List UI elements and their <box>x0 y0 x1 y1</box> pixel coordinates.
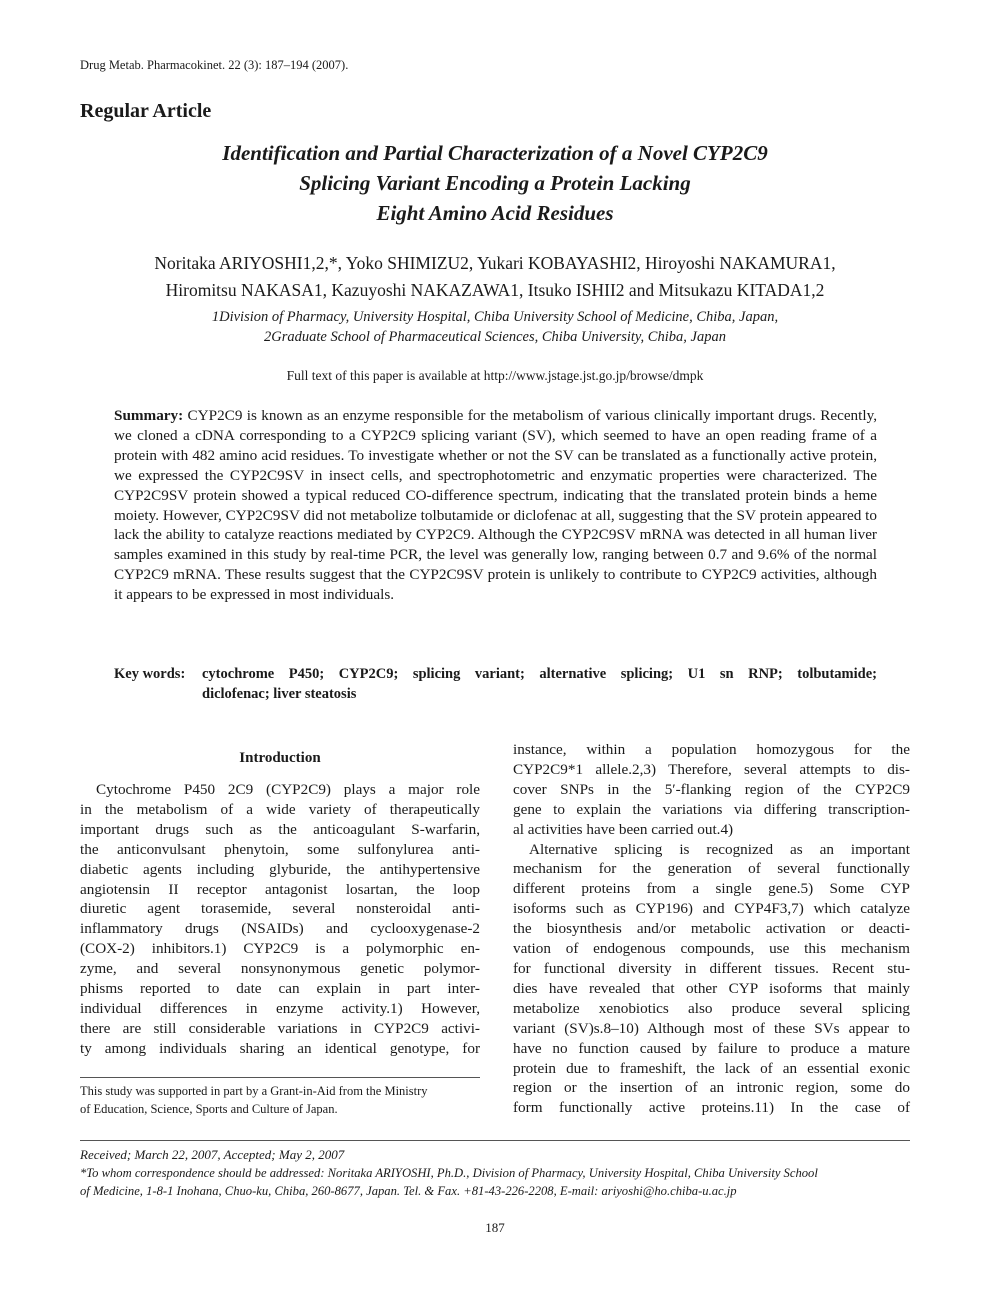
text-line: diuretic agent torasemide, several nonsteroidal anti- <box>80 900 480 918</box>
text-line: variant (SV)s.8–10) Although most of these SVs appear to <box>513 1019 910 1037</box>
keywords-line-2: diclofenac; liver steatosis <box>202 686 357 702</box>
text-line: form functionally active proteins.11) In the case of <box>513 1099 910 1117</box>
page-number: 187 <box>485 1220 505 1235</box>
journal-citation: Drug Metab. Pharmacokinet. 22 (3): 187–194 (2007). <box>80 58 349 72</box>
text-line: Alternative splicing is recognized as an important <box>529 840 910 858</box>
footnote-line-1: This study was supported in part by a Grant-in-Aid from the Ministry <box>80 1084 428 1098</box>
summary-text: CYP2C9 is known as an enzyme responsible for the metabolism of various clinically important drugs. Recently, we cloned a cDNA corresponding to a CYP2C9 splicing variant (SV), which seemed to have an open reading frame of a protein with 482 amino acid residues. To investigate whether or not the SV can be translated as a functionally active protein, we expressed the CYP2C9SV in insect cells, and spectrophotometric and enzymatic properties were characterized. The CYP2C9SV protein showed a typical reduced CO-difference spectrum, indicating that the translated protein binds a heme moiety. However, CYP2C9SV did not metabolize tolbutamide or diclofenac at all, suggesting that the SV protein appeared to lack the ability to catalyze reactions mediated by CYP2C9. Although the CYP2C9SV mRNA was detected in all human liver samples examined in this study by real-time PCR, the level was generally low, ranging between 0.7 and 9.6% of the normal CYP2C9 mRNA. These results suggest that the CYP2C9SV protein is unlikely to contribute to CYP2C9 activities, although it appears to be expressed in most individuals. <box>114 407 877 604</box>
text-line: ty among individuals sharing an identical genotype, for <box>80 1039 480 1057</box>
authors-line-2: Hiromitsu NAKASA1, Kazuyoshi NAKAZAWA1, Itsuko ISHII2 and Mitsukazu KITADA1,2 <box>165 280 825 300</box>
text-line: the biosynthesis and/or metabolic activation or deacti- <box>513 920 910 938</box>
text-line: different proteins from a single gene.5) Some CYP <box>513 880 910 898</box>
text-line: have no function caused by failure to produce a mature <box>513 1039 910 1057</box>
text-line: (COX-2) inhibitors.1) CYP2C9 is a polymorphic en- <box>80 940 480 958</box>
introduction-right-column <box>513 740 910 1118</box>
affiliation-line-2: 2Graduate School of Pharmaceutical Sciences, Chiba University, Chiba, Japan <box>264 329 726 345</box>
text-line: important drugs such as the anticoagulant S-warfarin, <box>80 820 480 838</box>
article-title-line-2: Splicing Variant Encoding a Protein Lacking <box>299 171 691 195</box>
text-line: individual differences in enzyme activity.1) However, <box>80 999 480 1017</box>
text-line: the anticonvulsant phenytoin, some sulfonylurea anti- <box>80 840 480 858</box>
text-line: Cytochrome P450 2C9 (CYP2C9) plays a major role <box>96 781 480 798</box>
text-line: isoforms such as CYP196) and CYP4F3,7) which catalyze <box>513 900 910 918</box>
article-title-line-3: Eight Amino Acid Residues <box>376 201 614 225</box>
text-line: phisms reported to date can explain in part inter- <box>80 980 480 998</box>
text-line: there are still considerable variations in CYP2C9 activi- <box>80 1019 480 1037</box>
page-footer-divider <box>80 1140 910 1141</box>
text-line: zyme, and several nonsynonymous genetic polymor- <box>80 960 480 978</box>
text-line: gene to explain the variations via differing transcription- <box>513 800 910 818</box>
text-line: al activities have been carried out.4) <box>513 820 734 838</box>
received-dates: Received; March 22, 2007, Accepted; May 2, 2007 <box>80 1147 345 1162</box>
keywords-label: Key words: <box>114 666 186 682</box>
text-line: diabetic agents including glyburide, the antihypertensive <box>80 860 480 878</box>
text-line: angiotensin II receptor antagonist losartan, the loop <box>80 880 480 898</box>
full-text-note: Full text of this paper is available at http://www.jstage.jst.go.jp/browse/dmpk <box>286 368 704 383</box>
text-line: mechanism for the generation of several functionally <box>513 860 910 878</box>
summary-paragraph <box>114 406 877 605</box>
introduction-left-column <box>80 780 480 1059</box>
text-line: dies have revealed that other CYP isoforms that mainly <box>513 979 910 997</box>
text-line: region or the insertion of an intronic region, some do <box>513 1079 910 1097</box>
article-type: Regular Article <box>80 100 212 122</box>
text-line: CYP2C9*1 allele.2,3) Therefore, several attempts to dis- <box>513 760 910 778</box>
footnote-divider <box>80 1077 480 1078</box>
keywords-line-1: cytochrome P450; CYP2C9; splicing variant; alternative splicing; U1 sn RNP; tolbutamide; <box>202 666 877 682</box>
affiliation-line-1: 1Division of Pharmacy, University Hospital, Chiba University School of Medicine, Chiba, Japan, <box>211 309 779 325</box>
correspondence-line-1: *To whom correspondence should be addressed: Noritaka ARIYOSHI, Ph.D., Division of Pharmacy, University Hospital, Chiba University School <box>80 1166 818 1180</box>
text-line: in the metabolism of a wide variety of therapeutically <box>80 800 480 818</box>
introduction-heading: Introduction <box>239 750 321 766</box>
authors-line-1: Noritaka ARIYOSHI1,2,*, Yoko SHIMIZU2, Yukari KOBAYASHI2, Hiroyoshi NAKAMURA1, <box>154 253 836 273</box>
article-title-line-1: Identification and Partial Characterization of a Novel CYP2C9 <box>222 141 768 165</box>
text-line: metabolize xenobiotics also produce several splicing <box>513 999 910 1017</box>
text-line: cover SNPs in the 5′-flanking region of the CYP2C9 <box>513 780 910 798</box>
correspondence-line-2: of Medicine, 1-8-1 Inohana, Chuo-ku, Chiba, 260-8677, Japan. Tel. & Fax. +81-43-226-2208, E-mail: ariyoshi@ho.chiba-u.ac.jp <box>80 1184 737 1198</box>
summary-label: Summary: <box>114 407 184 424</box>
text-line: vation of endogenous compounds, use this mechanism <box>513 940 910 958</box>
text-line: for functional diversity in different tissues. Recent stu- <box>513 959 910 977</box>
text-line: protein due to frameshift, the lack of an essential exonic <box>513 1059 910 1077</box>
text-line: inflammatory drugs (NSAIDs) and cyclooxygenase-2 <box>80 920 480 938</box>
footnote-line-2: of Education, Science, Sports and Culture of Japan. <box>80 1102 338 1116</box>
text-line: instance, within a population homozygous for the <box>513 741 910 758</box>
